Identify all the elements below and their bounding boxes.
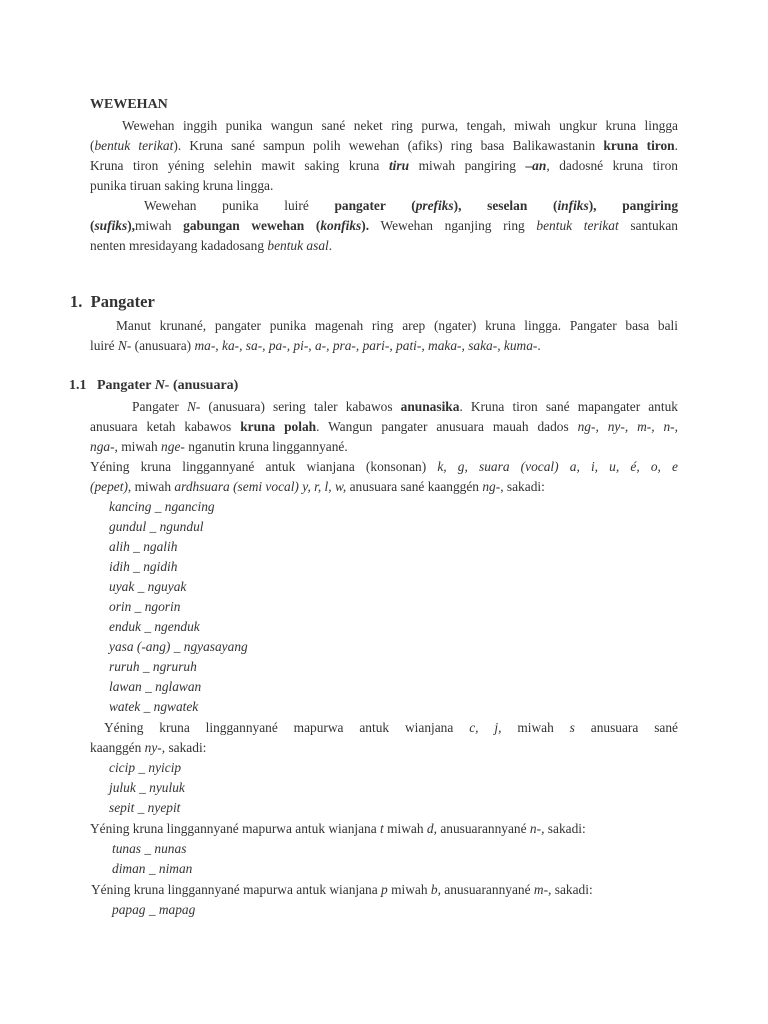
example-ny: cicip _ nyicip	[109, 760, 182, 775]
example-ng: kancing _ ngancing	[109, 499, 215, 514]
example-ny: sepit _ nyepit	[109, 800, 181, 815]
section-1-1-paragraph-2	[90, 457, 678, 497]
example-ng: alih _ ngalih	[109, 539, 178, 554]
text-line: luiré N- (anusuara) ma-, ka-, sa-, pa-, pi-, a-, pra-, pari-, pati-, maka-, saka-, kuma-.	[90, 338, 541, 353]
text-line: anusuara ketah kabawos kruna polah. Wangun pangater anusuara mauah dados ng-, ny-, m-, n-,	[90, 419, 678, 434]
section-1-1-heading: 1.1 Pangater N- (anusuara)	[69, 378, 239, 393]
text-line: Yéning kruna linggannyané mapurwa antuk wianjana p miwah b, anusuarannyané m-, sakadi:	[91, 882, 593, 897]
example-ng: ruruh _ ngruruh	[109, 659, 197, 674]
example-ng: idih _ ngidih	[109, 559, 178, 574]
text-line: (bentuk terikat). Kruna sané sampun polih wewehan (afiks) ring basa Balikawastanin kruna tiron.	[90, 138, 678, 153]
example-n: tunas _ nunas	[112, 841, 187, 856]
example-m: papag _ mapag	[112, 902, 196, 917]
text-line: punika tiruan saking kruna lingga.	[90, 178, 274, 193]
intro-paragraph-1	[90, 116, 678, 196]
example-ng: lawan _ nglawan	[109, 679, 202, 694]
example-ng: enduk _ ngenduk	[109, 619, 200, 634]
example-n: diman _ niman	[112, 861, 193, 876]
text-line: Pangater N- (anusuara) sering taler kabawos anunasika. Kruna tiron sané mapangater antuk	[132, 399, 678, 414]
section-1-1-paragraph-1	[90, 397, 678, 457]
text-line: (pepet), miwah ardhsuara (semi vocal) y, r, l, w, anusuara sané kaanggén ng-, sakadi:	[90, 479, 545, 494]
text-line: kaanggén ny-, sakadi:	[90, 740, 207, 755]
text-line: Manut krunané, pangater punika magenah ring arep (ngater) kruna lingga. Pangater basa bali	[116, 318, 678, 333]
example-ng: uyak _ nguyak	[109, 579, 187, 594]
text-line: Wewehan punika luiré pangater (prefiks), seselan (infiks), pangiring	[144, 198, 679, 213]
section-1-1-paragraph-3	[90, 718, 678, 758]
example-ng: watek _ ngwatek	[109, 699, 199, 714]
example-ng: orin _ ngorin	[109, 599, 181, 614]
example-ny: juluk _ nyuluk	[109, 780, 185, 795]
text-line: nenten mresidayang kadadosang bentuk asal.	[90, 238, 333, 253]
text-line: Yéning kruna linggannyané mapurwa antuk wianjana c, j, miwah s anusuara sané	[104, 720, 679, 735]
section-1-1-paragraph-5	[91, 880, 679, 900]
text-line: Yéning kruna linggannyané mapurwa antuk wianjana t miwah d, anusuarannyané n-, sakadi:	[90, 821, 586, 836]
example-ng: yasa (-ang) _ ngyasayang	[109, 639, 248, 654]
text-line: (sufiks),miwah gabungan wewehan (konfiks). Wewehan nganjing ring bentuk terikat santukan	[90, 218, 678, 233]
text-line: Yéning kruna linggannyané antuk wianjana (konsonan) k, g, suara (vocal) a, i, u, é, o, e	[90, 459, 678, 474]
text-line: Wewehan inggih punika wangun sané neket ring purwa, tengah, miwah ungkur kruna lingga	[122, 118, 678, 133]
section-heading-wewehan: WEWEHAN	[90, 97, 168, 112]
example-ng: gundul _ ngundul	[109, 519, 204, 534]
section-1-paragraph	[90, 316, 678, 356]
text-line: Kruna tiron yéning selehin mawit saking kruna tiru miwah pangiring –an, dadosné kruna tiron	[90, 158, 678, 173]
intro-paragraph-2	[90, 196, 678, 256]
text-line: nga-, miwah nge- nganutin kruna linggannyané.	[90, 439, 348, 454]
section-1-1-paragraph-4	[90, 819, 678, 839]
section-1-heading: 1. Pangater	[70, 292, 155, 311]
